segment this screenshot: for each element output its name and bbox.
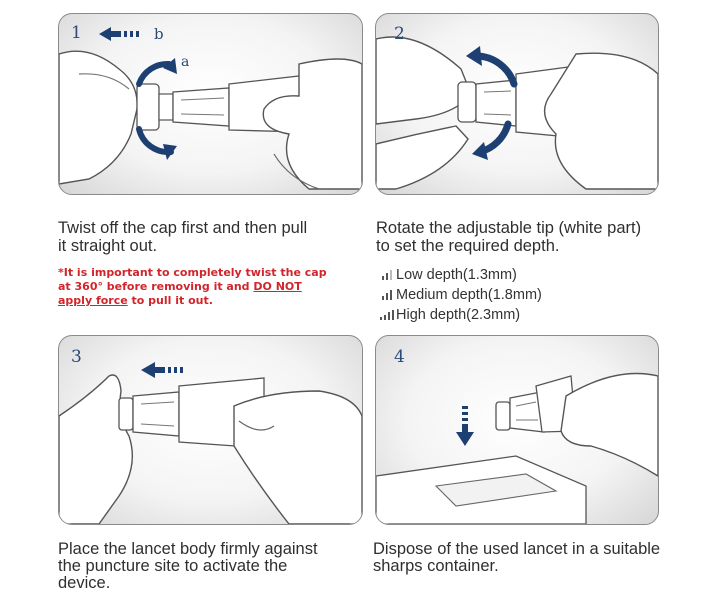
signal-bars-icon <box>380 310 394 320</box>
step-number: 3 <box>71 347 82 367</box>
depth-label: High depth(2.3mm) <box>396 307 521 323</box>
step-4-illustration <box>375 335 659 525</box>
step-1-caption-line1: Twist off the cap first and then pull <box>58 219 308 237</box>
arrow-label-a: a <box>181 54 190 70</box>
rotate-tip-illustration <box>376 14 658 194</box>
depth-label: Low depth(1.3mm) <box>396 267 517 283</box>
step-number: 4 <box>394 347 405 367</box>
step-2-caption-line1: Rotate the adjustable tip (white part) <box>376 219 642 237</box>
warning-line3 <box>58 294 213 308</box>
step-4-caption-line1: Dispose of the used lancet in a suitable <box>373 540 661 558</box>
step-3-caption-line1: Place the lancet body firmly against <box>58 540 318 558</box>
place-lancet-illustration <box>59 336 362 524</box>
step-2-caption-line2: to set the required depth. <box>376 237 560 255</box>
depth-option-medium <box>380 285 542 305</box>
step-4-caption-line2: sharps container. <box>373 557 499 575</box>
warning-line1: *It is important to completely twist the cap <box>58 266 327 279</box>
step-1-illustration <box>58 13 363 195</box>
step-2-illustration <box>375 13 659 195</box>
step-1-caption-line2: it straight out. <box>58 237 158 255</box>
warning-do-not: DO NOT <box>253 280 302 293</box>
depth-label: Medium depth(1.8mm) <box>396 287 542 303</box>
depth-options <box>380 265 542 325</box>
step-number: 2 <box>394 24 405 44</box>
step-3-illustration <box>58 335 363 525</box>
dispose-lancet-illustration <box>376 336 658 524</box>
warning-apply-force: apply force <box>58 294 128 307</box>
depth-option-low <box>380 265 542 285</box>
twist-off-cap-illustration <box>59 14 362 194</box>
depth-option-high <box>380 305 542 325</box>
step-3-caption-line3: device. <box>58 574 111 592</box>
warning-line2-text: at 360° before removing it and <box>58 280 254 293</box>
step-number: 1 <box>71 23 82 43</box>
signal-bars-icon <box>380 290 394 300</box>
arrow-label-b: b <box>154 25 164 43</box>
warning-line2 <box>58 280 302 294</box>
signal-bars-icon <box>380 270 394 280</box>
step-3-caption-line2: the puncture site to activate the <box>58 557 288 575</box>
warning-line3-text: to pull it out. <box>127 294 213 307</box>
